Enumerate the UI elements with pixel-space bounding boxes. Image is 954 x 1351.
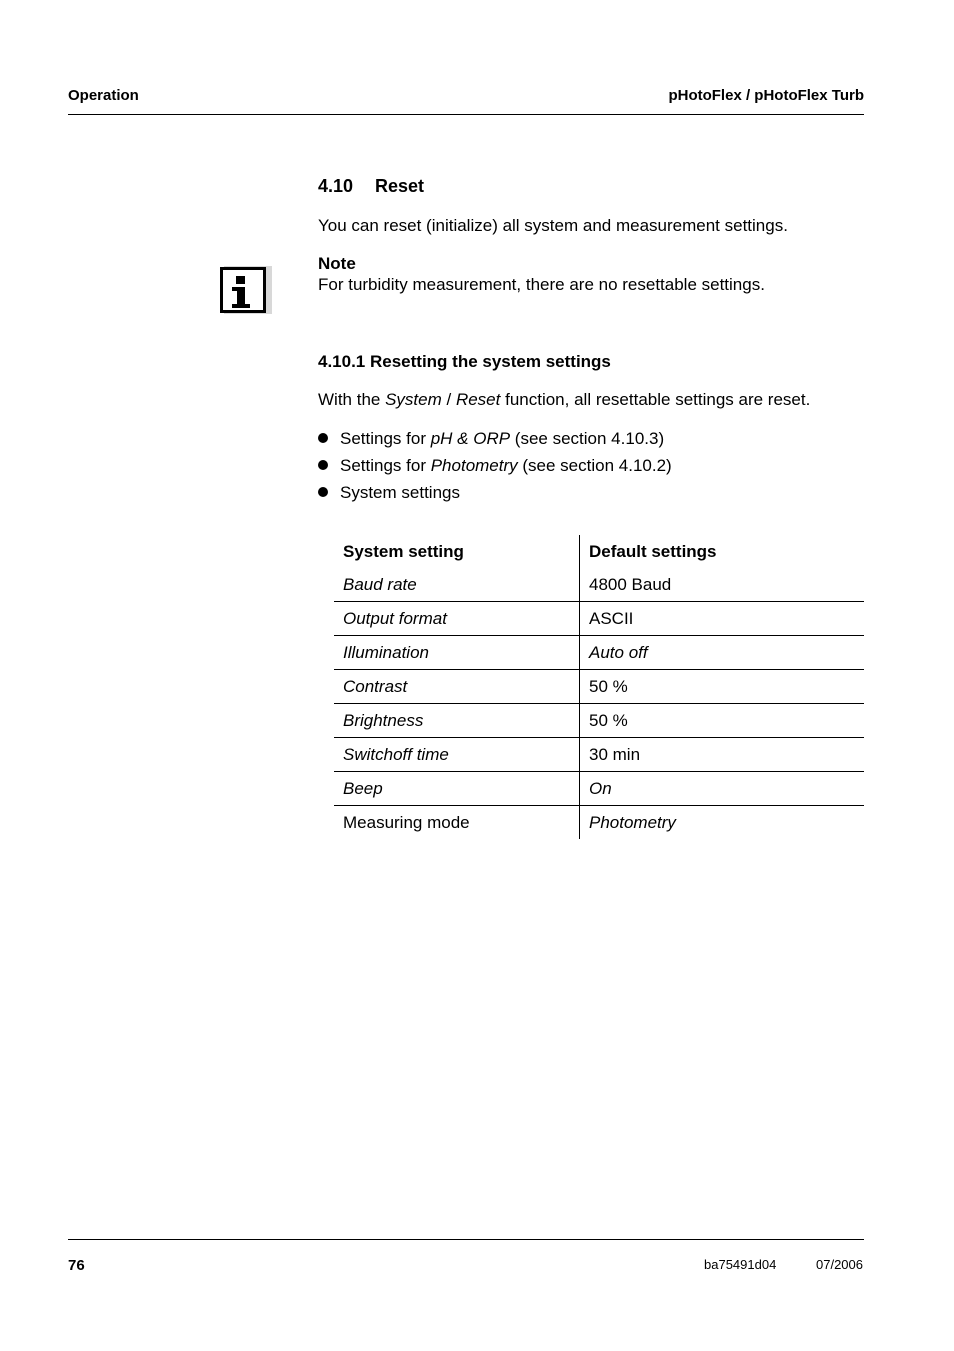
document-date: 07/2006	[816, 1257, 863, 1272]
table-row	[334, 806, 864, 840]
menu-system: System	[385, 390, 442, 409]
setting-name: Output format	[334, 602, 580, 636]
table-row	[334, 602, 864, 636]
bullet-text: System settings	[340, 483, 460, 502]
running-header-left: Operation	[68, 87, 139, 104]
setting-name: Measuring mode	[334, 806, 580, 840]
document-id: ba75491d04	[704, 1257, 777, 1272]
bullet-icon	[318, 487, 328, 497]
bullet-text: Settings for	[340, 429, 431, 448]
setting-default: 30 min	[589, 744, 641, 764]
intro-suffix: function, all resettable settings are reset.	[500, 390, 811, 409]
setting-default: 50 %	[589, 710, 628, 730]
setting-default: 50 %	[589, 676, 628, 696]
setting-name: Beep	[334, 772, 580, 806]
table-header-row	[334, 535, 864, 568]
column-header: Default settings	[589, 541, 717, 561]
section-heading	[318, 176, 424, 197]
bullet-suffix: (see section 4.10.3)	[510, 429, 665, 448]
setting-default: 4800 Baud	[589, 574, 672, 594]
subsection-heading: 4.10.1 Resetting the system settings	[318, 352, 611, 371]
setting-default: Auto off	[589, 642, 648, 662]
table-row	[334, 704, 864, 738]
setting-name: Baud rate	[334, 568, 580, 602]
bullet-emphasis: pH & ORP	[430, 429, 511, 448]
setting-name: Contrast	[334, 670, 580, 704]
settings-table	[334, 535, 864, 839]
table-row	[334, 738, 864, 772]
setting-default: ASCII	[589, 608, 634, 628]
setting-default: On	[589, 778, 612, 798]
section-title: Reset	[375, 176, 425, 196]
bullet-text: Settings for	[340, 456, 431, 475]
list-item	[318, 456, 672, 476]
setting-name: Switchoff time	[334, 738, 580, 772]
intro-prefix: With the	[318, 390, 386, 409]
note-title: Note	[318, 254, 356, 273]
subsection-intro	[318, 390, 810, 410]
note-text: For turbidity measurement, there are no resettable settings.	[318, 275, 765, 294]
list-item	[318, 483, 460, 503]
list-item	[318, 429, 664, 449]
table-row	[334, 670, 864, 704]
info-icon	[220, 262, 272, 314]
setting-name: Brightness	[334, 704, 580, 738]
bullet-emphasis: Photometry	[430, 456, 518, 475]
running-header-right: pHotoFlex / pHotoFlex Turb	[668, 87, 864, 104]
page-number: 76	[68, 1257, 85, 1274]
column-header: System setting	[334, 535, 580, 568]
menu-reset: Reset	[455, 390, 501, 409]
setting-default: Photometry	[589, 812, 676, 832]
bullet-icon	[318, 460, 328, 470]
table-row	[334, 636, 864, 670]
setting-name: Illumination	[334, 636, 580, 670]
bullet-suffix: (see section 4.10.2)	[517, 456, 672, 475]
table-row	[334, 772, 864, 806]
footer-rule	[68, 1239, 864, 1240]
section-number: 4.10	[318, 176, 354, 196]
menu-separator: /	[441, 390, 456, 409]
header-rule	[68, 114, 864, 115]
bullet-icon	[318, 433, 328, 443]
table-row	[334, 568, 864, 602]
section-intro: You can reset (initialize) all system and measurement settings.	[318, 216, 788, 235]
